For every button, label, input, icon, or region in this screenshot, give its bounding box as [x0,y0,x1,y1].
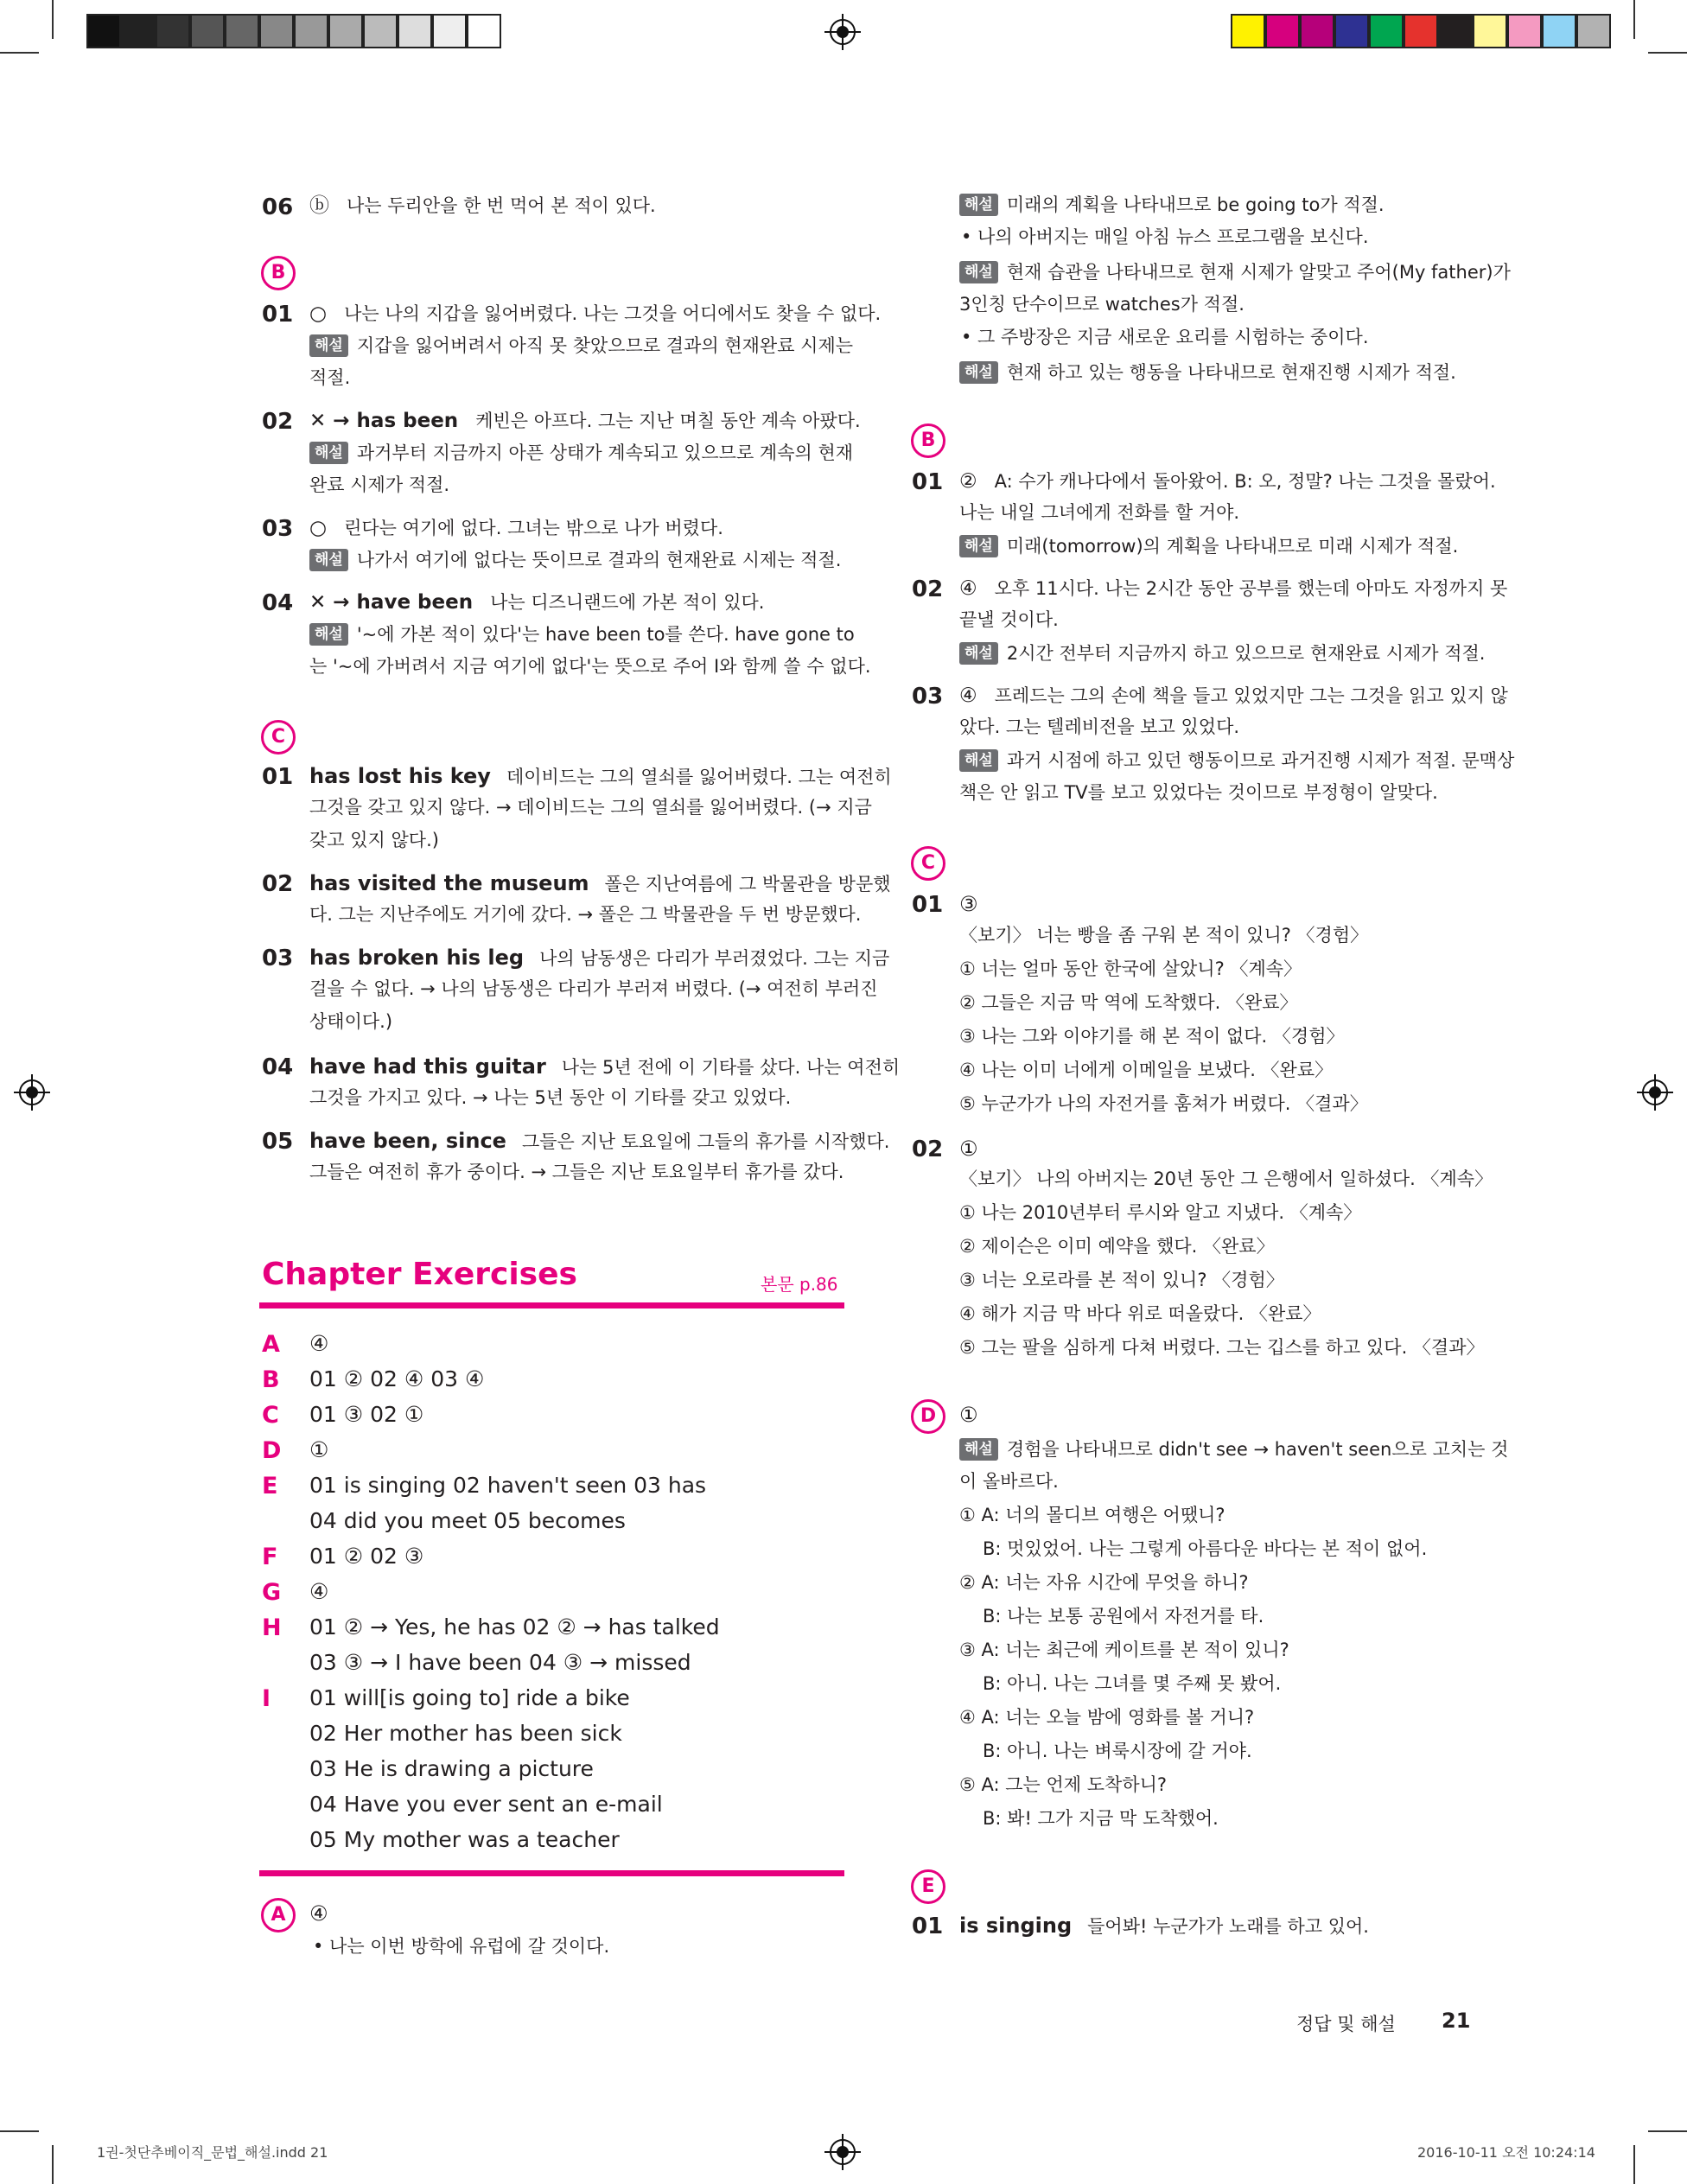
section-marker-e: E [911,1869,945,1904]
explanation-tag: 해설 [959,535,998,557]
color-swatch [1404,14,1438,48]
dialog-line: B: 봐! 그가 지금 막 도착했어. [983,1808,1219,1829]
explanation-tag: 해설 [309,334,348,357]
answer-text: has lost his key [309,764,491,788]
dialog-line: B: 아니. 나는 벼룩시장에 갈 거야. [983,1741,1252,1761]
dialog-line: ① A: 너의 몰디브 여행은 어땠니? [959,1505,1225,1525]
color-swatch [1369,14,1404,48]
exercise-answer-line: 01 ② 02 ④ 03 ④ [309,1366,485,1391]
explanation-text: 지갑을 잃어버려서 아직 못 찾았으므로 결과의 현재완료 시제는 [356,335,854,356]
exercise-answer-line: ④ [309,1579,329,1604]
question-number: 05 [262,1129,294,1155]
answer-line [309,1130,889,1152]
exercise-letter: H [262,1614,282,1641]
answer-mark: ○ [309,517,328,539]
gray-swatch [294,14,328,48]
translation-text: A: 수가 캐나다에서 돌아왔어. B: 오, 정말? 나는 그것을 몰랐어. [994,471,1496,492]
question-number: 03 [912,684,944,710]
color-swatch [1231,14,1265,48]
crop-mark [52,0,54,39]
answer-text: have been, since [309,1129,506,1153]
dialog-line: ② A: 너는 자유 시간에 무엇을 하니? [959,1572,1249,1593]
crop-mark [52,2145,54,2184]
gray-swatch [156,14,190,48]
exercise-answer-line: 01 ③ 02 ① [309,1402,424,1427]
exercise-letter: D [262,1437,282,1464]
question-number: 03 [262,516,294,542]
explanation-text: 과거부터 지금까지 아픈 상태가 계속되고 있으므로 계속의 현재 [356,443,854,463]
gray-swatch [363,14,398,48]
exercise-answer-line: 04 Have you ever sent an e-mail [309,1792,663,1817]
answer-text: is singing [959,1913,1073,1938]
explanation-text: 나가서 여기에 없다는 뜻이므로 결과의 현재완료 시제는 적절. [356,550,842,570]
crop-mark [0,52,39,54]
answer-mark: ④ [959,577,977,600]
explanation-tag: 해설 [959,361,998,384]
color-swatch [1576,14,1611,48]
exercise-answer-line: ④ [309,1331,329,1356]
color-swatch [1438,14,1473,48]
question-number: 02 [912,1137,944,1162]
gray-swatch [432,14,467,48]
explanation-tag: 해설 [309,623,348,646]
answer-line [309,1056,900,1078]
answer-line [959,471,1496,492]
exercise-letter: C [262,1402,279,1429]
answer-mark: ○ [309,302,328,325]
explanation-text: 경험을 나타내므로 didn't see → haven't seen으로 고치는 것 [1006,1439,1509,1460]
answer-mark: ③ [959,892,978,916]
page-number: 21 [1442,2009,1471,2033]
translation-line: 나는 내일 그녀에게 전화를 할 거야. [959,502,1240,523]
page-reference: 본문 p.86 [761,1274,838,1295]
page-footer-label: 정답 및 해설 [1296,2014,1396,2034]
question-number: 01 [912,892,944,918]
section-marker-c: C [911,846,945,881]
gray-swatch [121,14,156,48]
question-number: 01 [262,764,294,790]
choice-line: ④ 나는 이미 너에게 이메일을 보냈다. 〈완료〉 [959,1060,1334,1080]
color-swatch [1265,14,1300,48]
color-swatch [1334,14,1369,48]
answer-line [309,303,881,324]
answer-line [309,195,656,216]
section-marker-b: B [911,423,945,458]
bullet-line: • 나의 아버지는 매일 아침 뉴스 프로그램을 보신다. [961,226,1369,247]
explanation-line: 3인칭 단수이므로 watches가 적절. [959,294,1245,315]
section-marker-d: D [911,1399,945,1434]
exercise-answer-line: 04 did you meet 05 becomes [309,1508,626,1533]
translation-line: 그들은 여전히 휴가 중이다. → 그들은 지난 토요일부터 휴가를 갔다. [309,1162,844,1182]
gray-swatch [86,14,121,48]
gray-swatch [259,14,294,48]
question-number: 04 [262,1054,294,1080]
answer-line [309,947,889,969]
explanation-line [309,442,853,464]
explanation-text: 현재 하고 있는 행동을 나타내므로 현재진행 시제가 적절. [1006,362,1456,383]
explanation-tag: 해설 [309,549,348,571]
dialog-line: B: 멋있었어. 나는 그렇게 아름다운 바다는 본 적이 없어. [983,1538,1428,1559]
question-number: 04 [262,590,294,616]
explanation-line [959,642,1486,665]
answer-mark: ✕ → has been [309,410,459,432]
chapter-top-rule [259,1302,844,1308]
color-swatch [1300,14,1334,48]
dialog-line: B: 나는 보통 공원에서 자전거를 타. [983,1606,1264,1627]
color-swatch [1507,14,1542,48]
choice-line: ⑤ 그는 팔을 심하게 다쳐 버렸다. 그는 깁스를 하고 있다. 〈결과〉 [959,1337,1485,1358]
crop-mark [1648,2130,1687,2132]
explanation-text: 과거 시점에 하고 있던 행동이므로 과거진행 시제가 적절. 문맥상 [1006,750,1515,771]
answer-mark: ⓑ [309,194,329,217]
choice-line: ③ 나는 그와 이야기를 해 본 적이 없다. 〈경험〉 [959,1026,1345,1047]
dialog-line: B: 아니. 나는 그녀를 몇 주째 못 봤어. [983,1673,1282,1694]
question-number: 01 [262,302,294,328]
explanation-line [959,535,1458,557]
translation-text: 나는 나의 지갑을 잃어버렸다. 나는 그것을 어디에서도 찾을 수 없다. [344,303,882,324]
question-number: 02 [262,409,294,435]
translation-line: 걸을 수 없다. → 나의 남동생은 다리가 부러져 버렸다. (→ 여전히 부러진 [309,978,878,999]
dialog-line: ⑤ A: 그는 언제 도착하니? [959,1774,1168,1795]
translation-text: 린다는 여기에 없다. 그녀는 밖으로 나가 버렸다. [344,518,723,538]
gray-swatch [225,14,259,48]
explanation-tag: 해설 [959,194,998,216]
translation-text: 들어봐! 누군가가 노래를 하고 있어. [1087,1916,1369,1937]
crop-mark [0,2130,39,2132]
choice-line: ③ 너는 오로라를 본 적이 있니? 〈경험〉 [959,1270,1284,1290]
answer-mark: ① [959,1403,978,1427]
translation-text: 오후 11시다. 나는 2시간 동안 공부를 했는데 아마도 자정까지 못 [994,578,1508,599]
translation-text: 나는 두리안을 한 번 먹어 본 적이 있다. [347,195,656,216]
choice-line: ④ 해가 지금 막 바다 위로 떠올랐다. 〈완료〉 [959,1303,1321,1324]
explanation-line [959,261,1511,283]
explanation-text: 현재 습관을 나타내므로 현재 시제가 알맞고 주어(My father)가 [1006,262,1511,283]
explanation-tag: 해설 [959,1438,998,1461]
answer-line [959,1915,1369,1937]
exercise-letter: B [262,1366,280,1393]
explanation-line [309,334,853,357]
exercise-answer-line: 03 He is drawing a picture [309,1756,594,1781]
translation-text: 프레드는 그의 손에 책을 들고 있었지만 그는 그것을 읽고 있지 않 [994,685,1508,706]
exercise-letter: A [262,1331,280,1358]
gray-swatch [190,14,225,48]
answer-text: has visited the museum [309,871,589,895]
crop-mark [1648,52,1687,54]
gray-swatch [398,14,432,48]
answer-line [309,873,891,895]
exercise-letter: G [262,1579,282,1606]
gray-swatch [328,14,363,48]
translation-text: 나는 디즈니랜드에 가본 적이 있다. [490,592,765,613]
question-number: 02 [912,576,944,602]
exercise-answer-line: 01 ② 02 ③ [309,1544,424,1569]
exercise-letter: I [262,1685,271,1712]
choice-line: ⑤ 누군가가 나의 자전거를 훔쳐가 버렸다. 〈결과〉 [959,1093,1368,1114]
color-swatch [1542,14,1576,48]
answer-line [309,592,764,613]
translation-line: 그것을 가지고 있다. → 나는 5년 동안 이 기타를 갖고 있었다. [309,1087,792,1108]
answer-line [959,685,1508,706]
exercise-answer-line: 02 Her mother has been sick [309,1721,622,1746]
crop-mark [1633,0,1635,39]
choice-line: 〈보기〉 너는 빵을 좀 구워 본 적이 있니? 〈경험〉 [959,925,1369,946]
dialog-line: ④ A: 너는 오늘 밤에 영화를 볼 거니? [959,1707,1255,1728]
answer-mark: ① [959,1137,978,1161]
translation-text: 데이비드는 그의 열쇠를 잃어버렸다. 그는 여전히 [506,767,892,787]
question-number: 01 [912,469,944,495]
registration-mark-icon [1642,1079,1668,1105]
explanation-text: '~에 가본 적이 있다'는 have been to를 쓴다. have gone to [356,624,855,645]
question-number: 06 [262,194,294,220]
dialog-line: ③ A: 너는 최근에 케이트를 본 적이 있니? [959,1640,1289,1660]
explanation-line [959,361,1456,384]
question-number: 03 [262,946,294,971]
translation-line: 끝낼 것이다. [959,609,1059,630]
section-marker-c: C [261,720,296,755]
registration-mark-icon [830,19,856,45]
registration-mark-icon [830,2139,856,2165]
section-marker-a: A [261,1898,296,1932]
bullet-line: • 나는 이번 방학에 유럽에 갈 것이다. [313,1936,610,1957]
answer-mark: ② [959,470,977,493]
section-marker-b: B [261,256,296,290]
exercise-answer-line: ① [309,1437,329,1462]
choice-line: ① 너는 얼마 동안 한국에 살았니? 〈계속〉 [959,958,1302,979]
answer-text: has broken his leg [309,946,525,970]
explanation-line: 완료 시제가 적절. [309,474,450,495]
translation-line: 갖고 있지 않다.) [309,830,439,850]
exercise-answer-line: 01 ② → Yes, he has 02 ② → has talked [309,1614,720,1640]
explanation-line: 이 올바르다. [959,1471,1059,1492]
explanation-text: 2시간 전부터 지금까지 하고 있으므로 현재완료 시제가 적절. [1006,643,1486,664]
color-swatch [1473,14,1507,48]
exercise-letter: F [262,1544,278,1570]
choice-line: ② 제이슨은 이미 예약을 했다. 〈완료〉 [959,1236,1275,1257]
explanation-tag: 해설 [959,642,998,665]
gray-swatch [467,14,501,48]
explanation-line [959,1438,1508,1461]
question-number: 02 [262,871,294,897]
translation-text: 폴은 지난여름에 그 박물관을 방문했 [604,874,891,895]
explanation-text: 미래(tomorrow)의 계획을 나타내므로 미래 시제가 적절. [1006,536,1459,557]
answer-line [309,518,723,538]
translation-line: 상태이다.) [309,1011,393,1032]
answer-mark: ④ [959,684,977,707]
chapter-bottom-rule [259,1870,844,1876]
answer-line [959,578,1507,599]
translation-text: 나의 남동생은 다리가 부러졌었다. 그는 지금 [539,948,890,969]
exercise-answer-line: 01 is singing 02 haven't seen 03 has [309,1473,707,1498]
answer-line [309,766,892,787]
translation-text: 그들은 지난 토요일에 그들의 휴가를 시작했다. [521,1131,890,1152]
answer-line: ④ [309,1901,328,1926]
answer-line [309,411,861,431]
translation-line: 다. 그는 지난주에도 거기에 갔다. → 폴은 그 박물관을 두 번 방문했다. [309,904,862,925]
bullet-line: • 그 주방장은 지금 새로운 요리를 시험하는 중이다. [961,327,1369,347]
explanation-line [309,549,841,571]
chapter-exercises-title: Chapter Exercises [262,1257,577,1292]
translation-text: 나는 5년 전에 이 기타를 샀다. 나는 여전히 [561,1057,901,1078]
translation-line: 았다. 그는 텔레비전을 보고 있었다. [959,716,1240,737]
explanation-tag: 해설 [959,749,998,772]
choice-line: ② 그들은 지금 막 역에 도착했다. 〈완료〉 [959,992,1298,1013]
question-number: 01 [912,1913,944,1939]
translation-line: 그것을 갖고 있지 않다. → 데이비드는 그의 열쇠를 잃어버렸다. (→ 지금 [309,797,872,818]
explanation-line [959,194,1385,216]
exercise-answer-line: 05 My mother was a teacher [309,1827,620,1852]
exercise-letter: E [262,1473,278,1500]
answer-text: have had this guitar [309,1054,546,1079]
explanation-tag: 해설 [309,442,348,464]
slug-file-name: 1권-첫단추베이직_문법_해설.indd 21 [97,2144,328,2161]
explanation-text: 미래의 계획을 나타내므로 be going to가 적절. [1006,194,1385,215]
choice-line: ① 나는 2010년부터 루시와 알고 지냈다. 〈계속〉 [959,1202,1362,1223]
explanation-tag: 해설 [959,261,998,283]
exercise-answer-line: 03 ③ → I have been 04 ③ → missed [309,1650,691,1675]
exercise-answer-line: 01 will[is going to] ride a bike [309,1685,630,1710]
registration-mark-icon [19,1079,45,1105]
slug-timestamp: 2016-10-11 오전 10:24:14 [1417,2144,1595,2161]
choice-line: 〈보기〉 나의 아버지는 20년 동안 그 은행에서 일하셨다. 〈계속〉 [959,1168,1493,1189]
explanation-line [309,623,855,646]
explanation-line [959,749,1514,772]
crop-mark [1633,2145,1635,2184]
answer-mark: ✕ → have been [309,591,474,614]
explanation-line: 적절. [309,367,351,388]
translation-text: 케빈은 아프다. 그는 지난 며칠 동안 계속 아팠다. [475,411,861,431]
explanation-line: 책은 안 읽고 TV를 보고 있었다는 것이므로 부정형이 알맞다. [959,782,1438,803]
explanation-line: 는 '~에 가버려서 지금 여기에 없다'는 뜻으로 주어 I와 함께 쓸 수 없다. [309,656,871,677]
